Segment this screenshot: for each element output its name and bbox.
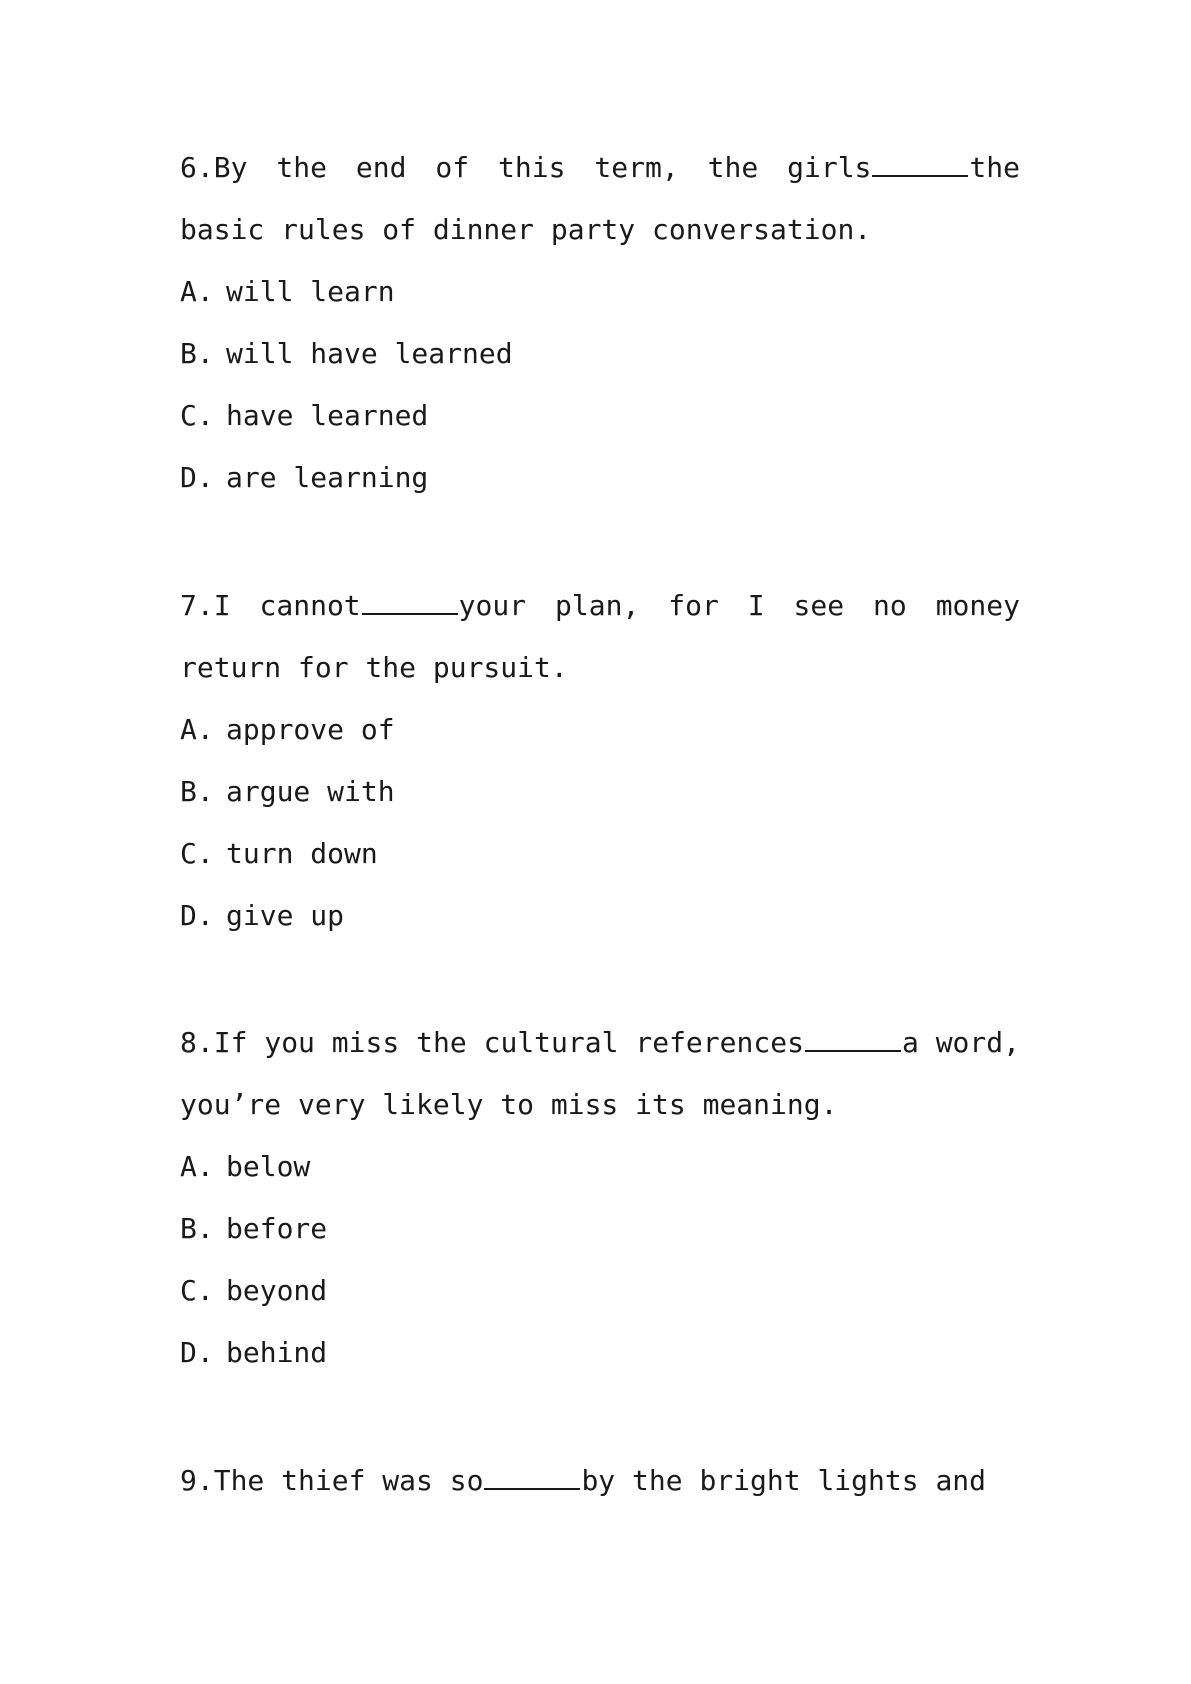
- question-stem: [180, 575, 1020, 699]
- option-text: give up: [226, 899, 345, 932]
- stem-text-before: I cannot: [213, 589, 361, 622]
- question-stem: [180, 137, 1020, 261]
- option-text: are learning: [226, 461, 429, 494]
- option-text: approve of: [226, 713, 395, 746]
- option-c: [180, 823, 1020, 885]
- option-b: [180, 1198, 1020, 1260]
- question-number: 7.: [180, 589, 214, 622]
- answer-blank: [362, 613, 458, 615]
- option-letter: D.: [180, 899, 214, 932]
- option-c: [180, 385, 1020, 447]
- stem-text-before: The thief was so: [213, 1464, 484, 1497]
- option-letter: C.: [180, 1274, 214, 1307]
- option-letter: C.: [180, 837, 214, 870]
- option-text: argue with: [226, 775, 395, 808]
- option-letter: A.: [180, 275, 214, 308]
- question-stem: [180, 1012, 1020, 1136]
- stem-text-after: the basic rules of dinner party conversation.: [180, 151, 1020, 246]
- option-text: before: [226, 1212, 328, 1245]
- option-letter: A.: [180, 713, 214, 746]
- option-text: turn down: [226, 837, 378, 870]
- stem-text-after: by the bright lights and: [581, 1464, 987, 1497]
- option-letter: B.: [180, 337, 214, 370]
- option-d: [180, 1322, 1020, 1384]
- question-6: [180, 137, 1020, 509]
- answer-blank: [484, 1488, 580, 1490]
- answer-blank: [872, 175, 968, 177]
- option-text: below: [226, 1150, 311, 1183]
- option-c: [180, 1260, 1020, 1322]
- option-letter: B.: [180, 775, 214, 808]
- option-letter: C.: [180, 399, 214, 432]
- question-number: 9.: [180, 1464, 214, 1497]
- option-d: [180, 885, 1020, 947]
- option-b: [180, 761, 1020, 823]
- stem-text-after: a word, you’re very likely to miss its meaning.: [180, 1026, 1020, 1121]
- stem-text-before: By the end of this term, the girls: [213, 151, 872, 184]
- option-text: will have learned: [226, 337, 513, 370]
- question-number: 6.: [180, 151, 214, 184]
- question-8: [180, 1012, 1020, 1384]
- stem-text-before: If you miss the cultural references: [213, 1026, 804, 1059]
- option-d: [180, 447, 1020, 509]
- question-number: 8.: [180, 1026, 214, 1059]
- option-letter: B.: [180, 1212, 214, 1245]
- option-text: have learned: [226, 399, 429, 432]
- answer-blank: [805, 1050, 901, 1052]
- option-letter: D.: [180, 461, 214, 494]
- question-stem: [180, 1450, 1020, 1512]
- option-a: [180, 699, 1020, 761]
- option-letter: D.: [180, 1336, 214, 1369]
- option-a: [180, 261, 1020, 323]
- option-text: beyond: [226, 1274, 328, 1307]
- stem-text-after: your plan, for I see no money return for the pursuit.: [180, 589, 1020, 684]
- option-letter: A.: [180, 1150, 214, 1183]
- question-9: [180, 1450, 1020, 1512]
- option-a: [180, 1136, 1020, 1198]
- option-text: will learn: [226, 275, 395, 308]
- option-text: behind: [226, 1336, 328, 1369]
- option-b: [180, 323, 1020, 385]
- question-7: [180, 575, 1020, 947]
